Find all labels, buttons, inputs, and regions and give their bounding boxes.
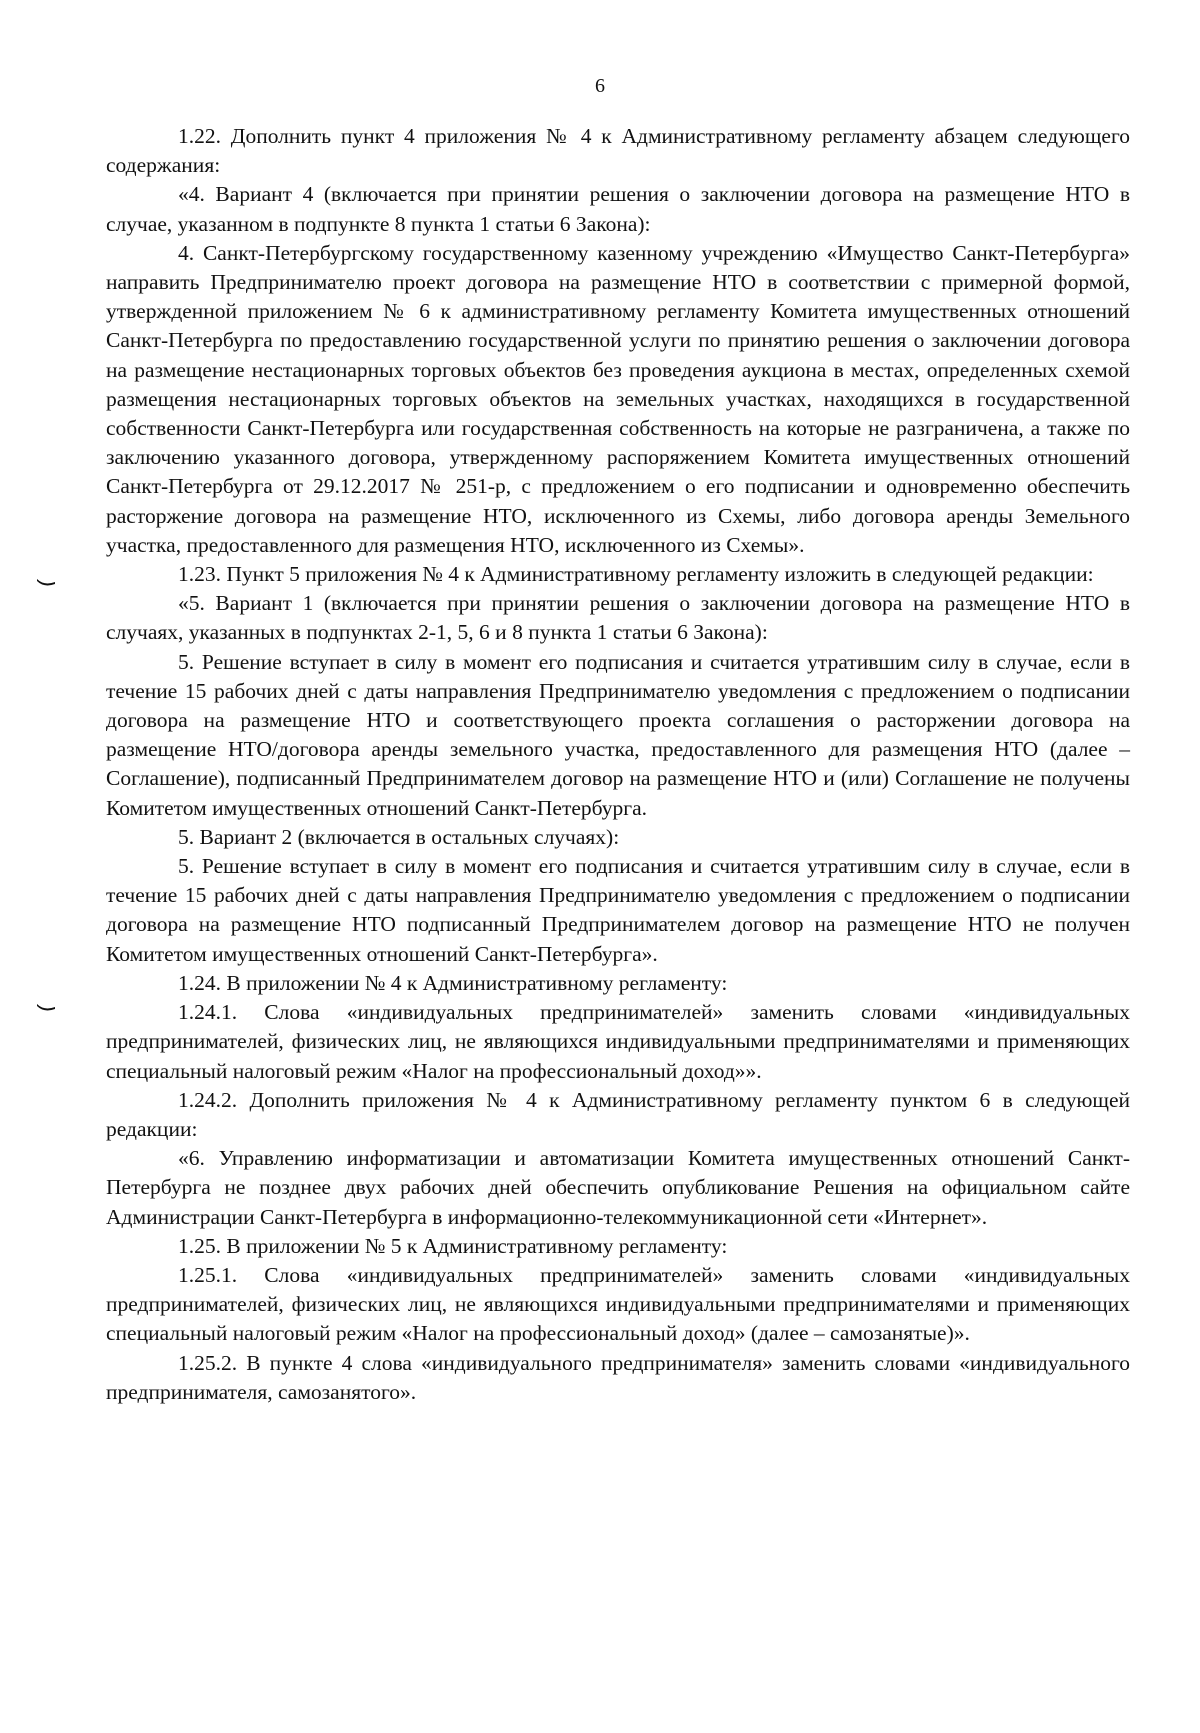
paragraph: 1.25.2. В пункте 4 слова «индивидуального предпринимателя» заменить словами «индивидуального предпринимателя, самозанятого». (106, 1350, 1130, 1404)
paragraph: 1.25. В приложении № 5 к Административному регламенту: (178, 1233, 728, 1258)
paragraph: 1.24.1. Слова «индивидуальных предпринимателей» заменить словами «индивидуальных предпринимателей, физических лиц, не являющихся индивидуальными предпринимателями и применяющих специальный налоговый режим «Налог на профессиональный доход»». (106, 1000, 1130, 1083)
paragraph: 5. Решение вступает в силу в момент его подписания и считается утратившим силу в случае, если в течение 15 рабочих дней с даты направления Предпринимателю уведомления с предложением о подписании договора на размещение НТО и соответствующего проекта соглашения о расторжении договора на размещение НТО/договора аренды земельного участка, предоставленного для размещения НТО (далее – Соглашение), подписанный Предпринимателем договор на размещение НТО и (или) Соглашение не получены Комитетом имущественных отношений Санкт-Петербурга. (106, 649, 1130, 820)
paragraph: 1.25.1. Слова «индивидуальных предпринимателей» заменить словами «индивидуальных предпринимателей, физических лиц, не являющихся индивидуальными предпринимателями и применяющих специальный налоговый режим «Налог на профессиональный доход» (далее – самозанятые)». (106, 1262, 1130, 1346)
paragraph: 5. Решение вступает в силу в момент его подписания и считается утратившим силу в случае, если в течение 15 рабочих дней с даты направления Предпринимателю уведомления с предложением о подписании договора на размещение НТО подписанный Предпринимателем договор на размещение НТО не получен Комитетом имущественных отношений Санкт-Петербурга». (106, 854, 1130, 966)
paragraph: «4. Вариант 4 (включается при принятии решения о заключении договора на размещение НТО в случае, указанном в подпункте 8 пункта 1 статьи 6 Закона): (106, 182, 1130, 236)
paragraph: 1.22. Дополнить пункт 4 приложения № 4 к Административному регламенту абзацем следующего содержания: (106, 124, 1130, 178)
scan-mark-icon (36, 1002, 56, 1012)
paragraph: 1.24.2. Дополнить приложения № 4 к Административному регламенту пунктом 6 в следующей редакции: (106, 1087, 1130, 1141)
paragraph: «6. Управлению информатизации и автоматизации Комитета имущественных отношений Санкт-Петербурга не позднее двух рабочих дней обеспечить опубликование Решения на официальном сайте Администрации Санкт-Петербурга в информационно-телекоммуникационной сети «Интернет». (106, 1146, 1130, 1229)
paragraph: 5. Вариант 2 (включается в остальных случаях): (178, 824, 620, 849)
scan-mark-icon (36, 577, 56, 587)
paragraph: 1.23. Пункт 5 приложения № 4 к Административному регламенту изложить в следующей редакции: (178, 562, 1094, 587)
paragraph: 1.24. В приложении № 4 к Административному регламенту: (178, 970, 728, 995)
page-number: 6 (595, 75, 605, 97)
paragraph: 4. Санкт-Петербургскому государственному казенному учреждению «Имущество Санкт-Петербурга» направить Предпринимателю проект договора на размещение НТО в соответствии с примерной формой, утвержденной приложением № 6 к административному регламенту Комитета имущественных отношений Санкт-Петербурга по предоставлению государственной услуги по принятию решения о заключении договора на размещение нестационарных торговых объектов без проведения аукциона в местах, определенных схемой размещения нестационарных торговых объектов на земельных участках, находящихся в государственной собственности Санкт-Петербурга или государственная собственность на которые не разграничена, а также по заключению указанного договора, утвержденному распоряжением Комитета имущественных отношений Санкт-Петербурга от 29.12.2017 № 251-р, с предложением о его подписании и одновременно обеспечить расторжение договора на размещение НТО, исключенного из Схемы, либо договора аренды Земельного участка, предоставленного для размещения НТО, исключенного из Схемы». (106, 240, 1130, 557)
document-body (106, 122, 1130, 1407)
paragraph: «5. Вариант 1 (включается при принятии решения о заключении договора на размещение НТО в случаях, указанных в подпунктах 2-1, 5, 6 и 8 пункта 1 статьи 6 Закона): (106, 591, 1130, 645)
